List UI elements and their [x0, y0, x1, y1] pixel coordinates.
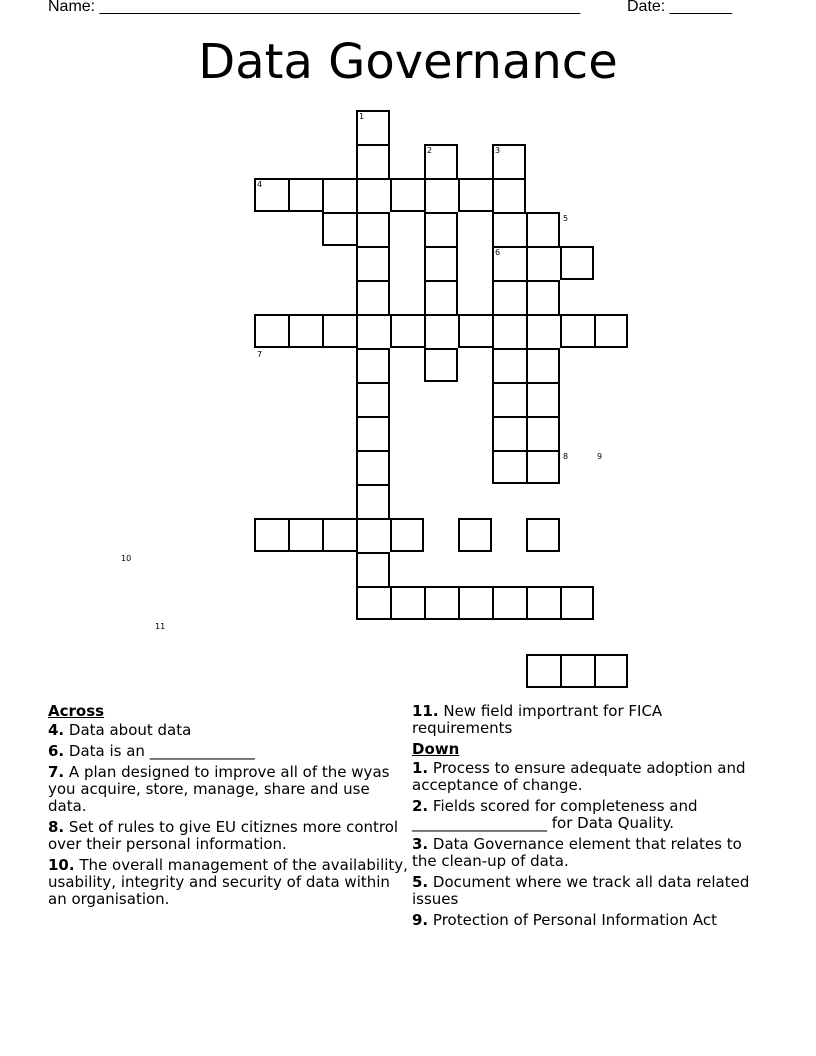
- crossword-cell[interactable]: [288, 314, 322, 348]
- crossword-cell[interactable]: [322, 178, 356, 212]
- crossword-cell[interactable]: [594, 314, 628, 348]
- crossword-cell[interactable]: [390, 586, 424, 620]
- clue-number-label: 2: [427, 146, 433, 155]
- clue-number: 2.: [412, 797, 429, 815]
- crossword-cell[interactable]: [492, 314, 526, 348]
- across-clue: [48, 722, 408, 739]
- crossword-cell[interactable]: [254, 314, 288, 348]
- clue-number: 9.: [412, 911, 429, 929]
- clues-right-column: [412, 703, 762, 933]
- clue-number-label: 4: [257, 180, 263, 189]
- down-clue: [412, 760, 762, 794]
- clue-text: The overall management of the availability, usability, integrity and security of data within an organisation.: [48, 856, 408, 908]
- clue-number: 5.: [412, 873, 429, 891]
- clue-text: Data is an ______________: [64, 742, 255, 760]
- crossword-cell[interactable]: [492, 280, 526, 314]
- crossword-cell[interactable]: [356, 586, 390, 620]
- clue-text: Process to ensure adequate adoption and acceptance of change.: [412, 759, 746, 794]
- clue-text: Fields scored for completeness and __________________ for Data Quality.: [412, 797, 698, 832]
- clue-text: New field importrant for FICA requirements: [412, 702, 663, 737]
- across-clue: [48, 857, 408, 908]
- crossword-cell[interactable]: [560, 246, 594, 280]
- crossword-cell[interactable]: [560, 314, 594, 348]
- crossword-cell[interactable]: [526, 348, 560, 382]
- clue-number-label: 9: [597, 452, 603, 461]
- clue-number: 10.: [48, 856, 75, 874]
- crossword-cell[interactable]: [492, 178, 526, 212]
- clue-text: A plan designed to improve all of the wyas you acquire, store, manage, share and use data.: [48, 763, 390, 815]
- crossword-cell[interactable]: [424, 348, 458, 382]
- crossword-cell[interactable]: [526, 382, 560, 416]
- down-clue: [412, 912, 762, 929]
- clue-text: Data about data: [64, 721, 192, 739]
- crossword-cell[interactable]: [526, 314, 560, 348]
- crossword-cell[interactable]: [492, 586, 526, 620]
- across-clue: [412, 703, 762, 737]
- down-heading: Down: [412, 740, 460, 758]
- crossword-cell[interactable]: [356, 518, 390, 552]
- clue-number-label: 11: [155, 622, 166, 631]
- crossword-cell[interactable]: [458, 178, 492, 212]
- crossword-cell[interactable]: [322, 518, 356, 552]
- across-clue: [48, 819, 408, 853]
- crossword-cell[interactable]: [458, 518, 492, 552]
- crossword-cell[interactable]: [424, 314, 458, 348]
- crossword-cell[interactable]: [492, 382, 526, 416]
- crossword-cell[interactable]: [356, 416, 390, 450]
- crossword-cell[interactable]: [424, 586, 458, 620]
- crossword-cell[interactable]: [356, 144, 390, 178]
- crossword-cell[interactable]: [594, 654, 628, 688]
- crossword-cell[interactable]: [322, 212, 356, 246]
- clue-text: Protection of Personal Information Act: [428, 911, 718, 929]
- clue-number-label: 6: [495, 248, 501, 257]
- crossword-cell[interactable]: [492, 450, 526, 484]
- crossword-cell[interactable]: [424, 246, 458, 280]
- crossword-cell[interactable]: [390, 178, 424, 212]
- crossword-cell[interactable]: [526, 654, 560, 688]
- crossword-cell[interactable]: [560, 586, 594, 620]
- across-heading: Across: [48, 702, 105, 720]
- crossword-cell[interactable]: [356, 280, 390, 314]
- date-field-label: Date: _______: [627, 0, 732, 15]
- down-clue: [412, 874, 762, 908]
- crossword-cell[interactable]: [356, 246, 390, 280]
- crossword-cell[interactable]: [492, 348, 526, 382]
- clue-number-label: 10: [121, 554, 132, 563]
- clue-number: 7.: [48, 763, 65, 781]
- down-clue: [412, 836, 762, 870]
- crossword-cell[interactable]: [356, 348, 390, 382]
- crossword-cell[interactable]: [356, 314, 390, 348]
- crossword-cell[interactable]: [526, 518, 560, 552]
- crossword-cell[interactable]: [492, 416, 526, 450]
- crossword-cell[interactable]: [356, 484, 390, 518]
- crossword-cell[interactable]: [356, 382, 390, 416]
- crossword-cell[interactable]: [288, 518, 322, 552]
- across-clue: [48, 764, 408, 815]
- crossword-cell[interactable]: [390, 314, 424, 348]
- crossword-cell[interactable]: [356, 178, 390, 212]
- clue-text: Document where we track all data related issues: [412, 873, 750, 908]
- crossword-cell[interactable]: [424, 212, 458, 246]
- clue-number: 8.: [48, 818, 65, 836]
- clue-number-label: 1: [359, 112, 365, 121]
- crossword-cell[interactable]: [254, 518, 288, 552]
- crossword-cell[interactable]: [526, 246, 560, 280]
- clue-number: 4.: [48, 721, 65, 739]
- clue-number-label: 7: [257, 350, 263, 359]
- crossword-cell[interactable]: [356, 212, 390, 246]
- crossword-cell[interactable]: [356, 552, 390, 586]
- clue-number: 6.: [48, 742, 65, 760]
- name-field-label: Name: ______________________________________________________: [48, 0, 581, 15]
- crossword-cell[interactable]: [560, 654, 594, 688]
- crossword-cell[interactable]: [424, 178, 458, 212]
- crossword-cell[interactable]: [526, 212, 560, 246]
- crossword-cell[interactable]: [492, 212, 526, 246]
- crossword-cell[interactable]: [390, 518, 424, 552]
- crossword-cell[interactable]: [526, 280, 560, 314]
- crossword-cell[interactable]: [526, 416, 560, 450]
- clue-text: Set of rules to give EU citiznes more control over their personal information.: [48, 818, 399, 853]
- clue-number-label: 5: [563, 214, 569, 223]
- down-clue: [412, 798, 762, 832]
- clue-number: 11.: [412, 702, 439, 720]
- clue-number: 3.: [412, 835, 429, 853]
- crossword-cell[interactable]: [458, 586, 492, 620]
- crossword-cell[interactable]: [526, 450, 560, 484]
- crossword-cell[interactable]: [424, 280, 458, 314]
- clue-text: Data Governance element that relates to the clean-up of data.: [412, 835, 742, 870]
- crossword-cell[interactable]: [322, 314, 356, 348]
- crossword-cell[interactable]: [458, 314, 492, 348]
- clue-number: 1.: [412, 759, 429, 777]
- clue-number-label: 3: [495, 146, 501, 155]
- crossword-cell[interactable]: [526, 586, 560, 620]
- crossword-cell[interactable]: [356, 450, 390, 484]
- puzzle-title: Data Governance: [198, 34, 618, 90]
- crossword-cell[interactable]: [288, 178, 322, 212]
- clue-number-label: 8: [563, 452, 569, 461]
- clues-left-column: [48, 703, 408, 912]
- across-clue: [48, 743, 408, 760]
